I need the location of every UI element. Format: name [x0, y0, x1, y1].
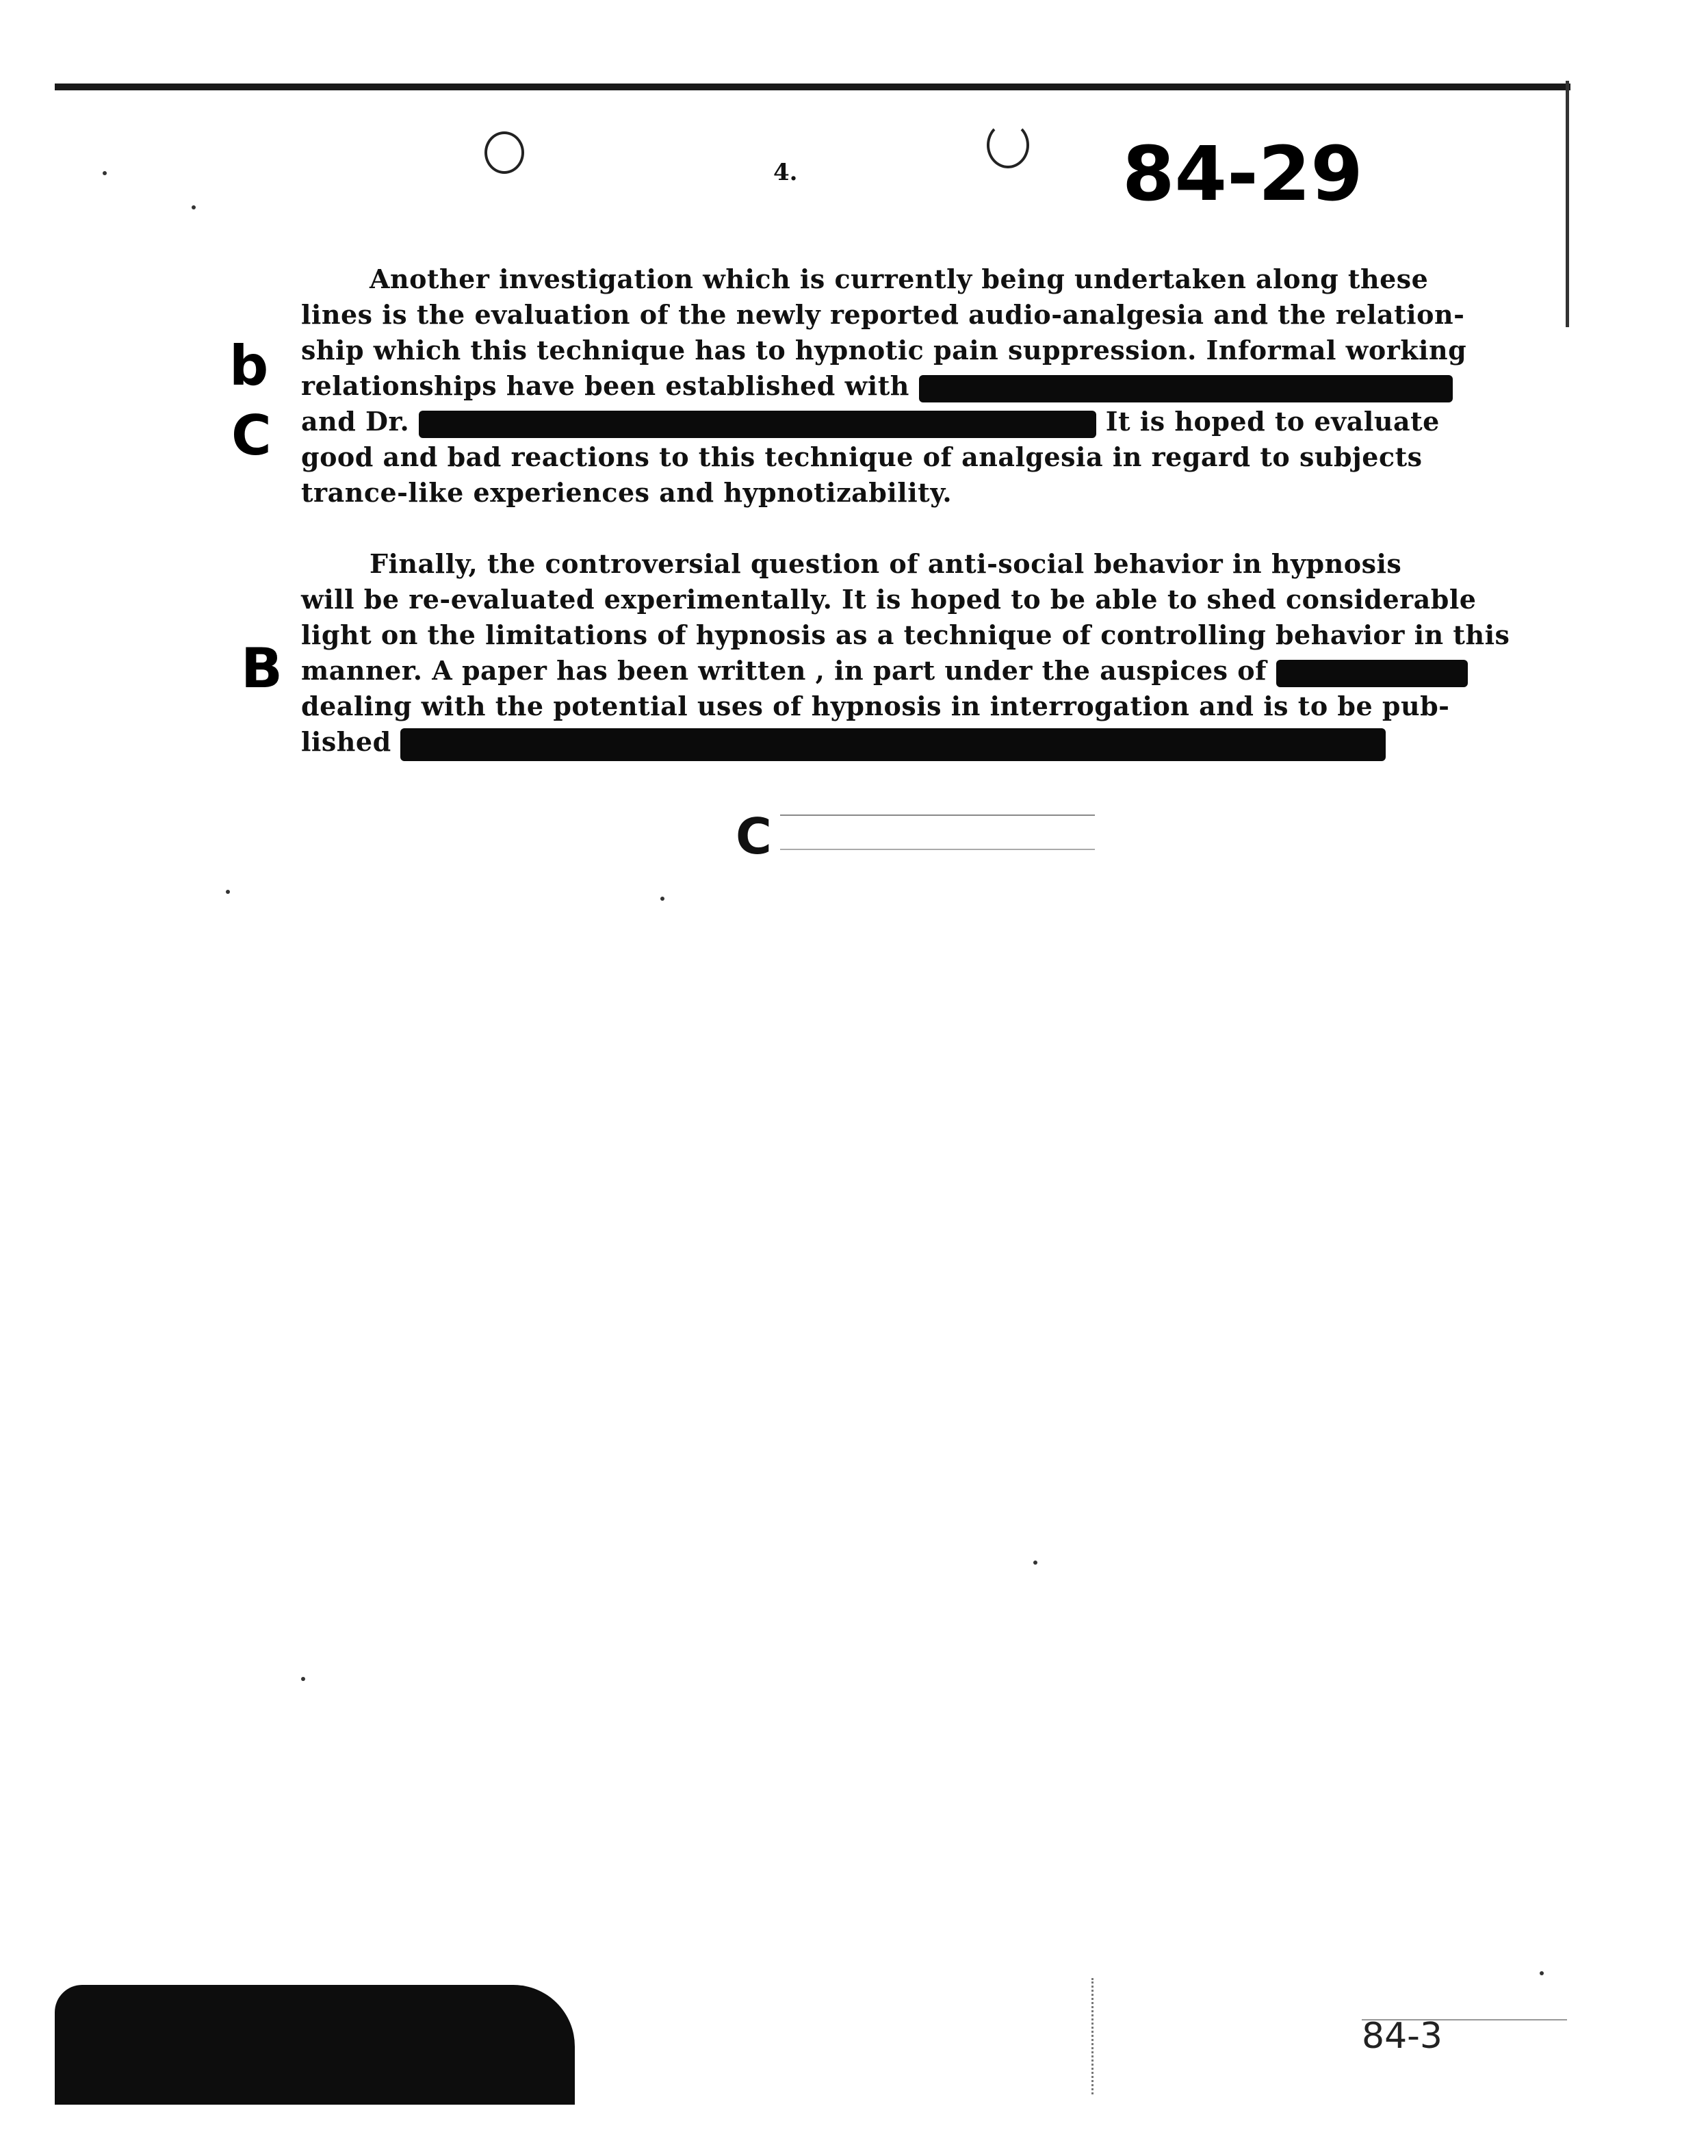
right-border-line — [1566, 81, 1569, 327]
margin-mark-b: b — [229, 334, 269, 398]
punch-hole-left — [484, 131, 524, 174]
text-segment: It is hoped to evaluate — [1105, 406, 1440, 437]
paragraph-audio-analgesia — [301, 261, 1533, 511]
scan-speck — [301, 1677, 305, 1681]
text-line: Finally, the controversial question of anti-social behavior in hypnosis — [370, 548, 1402, 579]
redaction-block — [919, 375, 1453, 402]
text-line-with-redaction — [301, 653, 1533, 689]
scan-speck — [660, 897, 664, 901]
text-line-with-redaction — [301, 368, 1533, 404]
text-line: dealing with the potential uses of hypnosis in interrogation and is to be pub- — [301, 691, 1450, 721]
page-number: 4. — [773, 159, 798, 186]
scan-speck — [1540, 1971, 1544, 1975]
text-segment: lished — [301, 726, 391, 757]
classification-box — [780, 814, 1095, 850]
text-line: Another investigation which is currently being undertaken along these — [370, 264, 1429, 294]
handwritten-footer-number: 84-3 — [1362, 2016, 1443, 2057]
margin-mark-c: C — [231, 404, 272, 467]
text-line-with-redaction — [301, 404, 1533, 439]
scan-speck — [226, 890, 230, 894]
punch-hole-right — [987, 122, 1029, 168]
text-line: light on the limitations of hypnosis as a technique of controlling behavior in this — [301, 619, 1510, 650]
text-line-with-redaction — [301, 724, 1533, 761]
top-border-line — [55, 84, 1570, 90]
text-line: will be re-evaluated experimentally. It is hoped to be able to shed considerable — [301, 584, 1477, 615]
scan-speck — [103, 171, 107, 175]
redaction-block — [419, 411, 1096, 438]
redaction-blot-bottom — [55, 1985, 575, 2105]
text-segment: relationships have been established with — [301, 370, 909, 401]
paragraph-anti-social-behavior — [301, 546, 1533, 761]
handwritten-doc-number: 84-29 — [1122, 130, 1363, 218]
text-segment: manner. A paper has been written , in part under the auspices of — [301, 655, 1267, 686]
text-line: trance-like experiences and hypnotizability. — [301, 477, 953, 508]
redaction-block — [1276, 660, 1468, 687]
text-line: lines is the evaluation of the newly reported audio-analgesia and the relation- — [301, 299, 1465, 330]
redaction-block — [400, 728, 1386, 761]
scan-speck — [192, 205, 196, 209]
text-line: ship which this technique has to hypnotic pain suppression. Informal working — [301, 335, 1467, 365]
text-segment: and Dr. — [301, 406, 410, 437]
margin-mark-b2: B — [241, 637, 283, 700]
margin-mark-c-center: C — [736, 808, 772, 865]
text-line: good and bad reactions to this technique of analgesia in regard to subjects — [301, 441, 1423, 472]
dotted-divider — [1091, 1978, 1094, 2094]
scan-speck — [1033, 1561, 1037, 1565]
